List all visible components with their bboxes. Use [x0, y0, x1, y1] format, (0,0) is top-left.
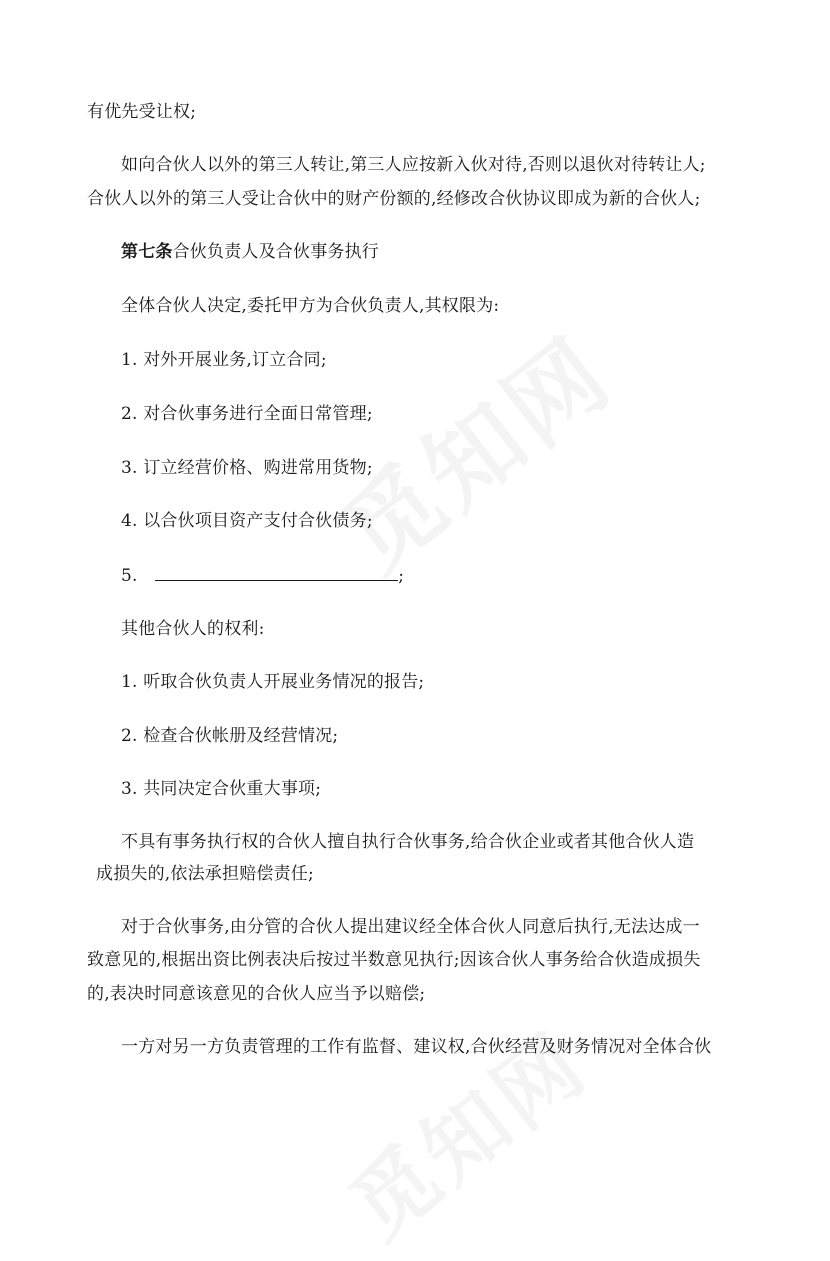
list-end-punct: ;: [398, 566, 405, 586]
list-item: 3. 订立经营价格、购进常用货物;: [121, 458, 373, 478]
list-number: 5.: [121, 566, 138, 586]
list-item: 4. 以合伙项目资产支付合伙债务;: [121, 511, 373, 531]
list-item: 1. 听取合伙负责人开展业务情况的报告;: [121, 672, 425, 692]
paragraph-line: 一方对另一方负责管理的工作有监督、建议权,合伙经营及财务情况对全体合伙: [121, 1037, 712, 1057]
list-item: 2. 检查合伙帐册及经营情况;: [121, 726, 339, 746]
list-item: 2. 对合伙事务进行全面日常管理;: [121, 404, 373, 424]
list-item: 3. 共同决定合伙重大事项;: [121, 779, 322, 799]
list-item: 1. 对外开展业务,订立合同;: [121, 350, 327, 370]
paragraph-line: 成损失的,依法承担赔偿责任;: [96, 864, 314, 884]
article-title: 合伙负责人及合伙事务执行: [172, 242, 380, 262]
list-item-blank: [121, 563, 404, 588]
paragraph-line: 致意见的,根据出资比例表决后按过半数意见执行;因该合伙人事务给合伙造成损失: [87, 950, 701, 970]
paragraph-line: 其他合伙人的权利:: [121, 619, 265, 639]
paragraph-line: 如向合伙人以外的第三人转让,第三人应按新入伙对待,否则以退伙对待转让人;: [121, 155, 706, 175]
paragraph-line: 对于合伙事务,由分管的合伙人提出建议经全体合伙人同意后执行,无法达成一: [121, 917, 700, 937]
paragraph-line: 全体合伙人决定,委托甲方为合伙负责人,其权限为:: [121, 296, 500, 316]
fill-in-blank-line[interactable]: [155, 563, 398, 581]
paragraph-line: 的,表决时同意该意见的合伙人应当予以赔偿;: [87, 984, 426, 1004]
paragraph-line: 合伙人以外的第三人受让合伙中的财产份额的,经修改合伙协议即成为新的合伙人;: [87, 189, 701, 209]
article-number: 第七条: [121, 242, 173, 262]
paragraph-line: 有优先受让权;: [87, 102, 197, 122]
article-heading: [121, 240, 379, 264]
paragraph-line: 不具有事务执行权的合伙人擅自执行合伙事务,给合伙企业或者其他合伙人造: [121, 832, 695, 852]
watermark-upper: [310, 300, 635, 596]
